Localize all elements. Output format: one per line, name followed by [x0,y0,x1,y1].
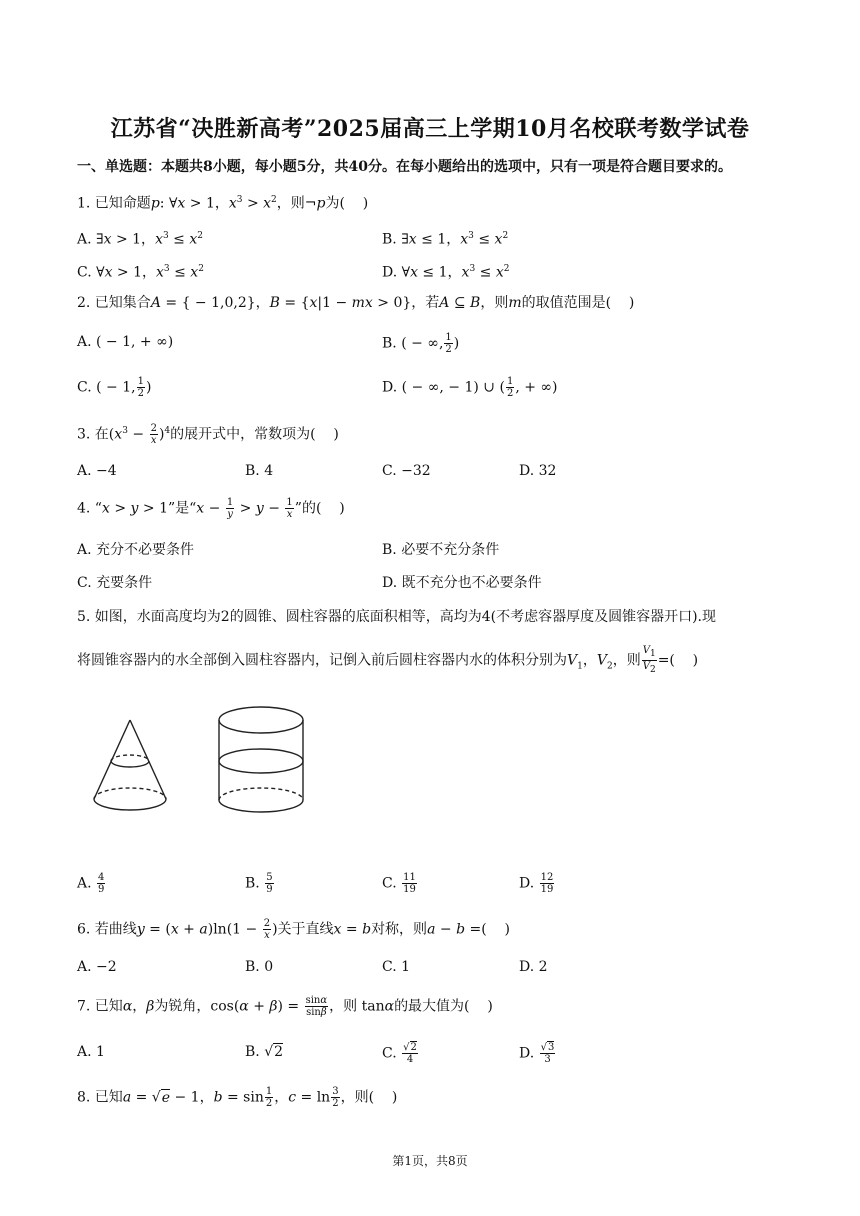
question-6-option-c: C. 1 [382,959,411,975]
question-5-option-c: C. $\frac{11}{19}$ [382,872,416,895]
question-4-option-b: B. 必要不充分条件 [382,542,500,558]
question-4-stem: 4. “x > y > 1”是“x − $\frac{1}{y}$ > y − $\frac{1}{x}$ ”的( ) [77,497,345,520]
question-4-option-c: C. 充要条件 [77,575,153,591]
cylinder-water-front [219,761,303,773]
question-3-option-a: A. −4 [77,463,117,479]
question-5-option-a: A. $\frac{4}{9}$ [77,872,105,895]
question-5-stem-line1: 5. 如图，水面高度均为2的圆锥、圆柱容器的底面积相等，高均为4(不考虑容器厚度及圆锥容器开口).现 [77,609,716,625]
cylinder-base-back [219,788,303,800]
question-1-option-b: B. ∃x ≤ 1，$x^3 \le x^2$ [382,231,509,248]
cone-water-front [111,761,149,767]
question-2-option-d: D. ( − ∞, − 1) ∪ ( $\frac{1}{2}$ , + ∞) [382,376,558,399]
cone-water-back [111,755,149,761]
question-7-stem: 7. 已知α，β为锐角，cos(α + β) = $\frac{\sin\alpha}{\sin\beta}$ ，则 tanα的最大值为( ) [77,995,493,1018]
question-7-option-c: C. $\frac{√2}{4}$ [382,1042,417,1065]
cone-cylinder-figure [88,700,328,850]
question-2-stem: 2. 已知集合A = { − 1,0,2}，B = {x|1 − mx > 0}，若A ⊆ B，则m的取值范围是( ) [77,295,635,311]
cone-right-edge [130,720,166,799]
exam-title: 江苏省“决胜新高考”2025届高三上学期10月名校联考数学试卷 [110,116,750,142]
section-heading: 一、单选题：本题共8小题，每小题5分，共40分。在每小题给出的选项中，只有一项是符合题目要求的。 [77,159,732,175]
question-2-option-c: C. ( − 1, $\frac{1}{2}$ ) [77,376,152,399]
question-6-option-b: B. 0 [245,959,274,975]
question-5-option-b: B. $\frac{5}{9}$ [245,872,273,895]
question-2-option-b: B. ( − ∞, $\frac{1}{2}$ ) [382,332,460,355]
question-4-option-d: D. 既不充分也不必要条件 [382,575,542,591]
cylinder-top [219,707,303,733]
question-1-stem: 1. 已知命题p: ∀x > 1，$x^3 > x^2$，则¬p为( ) [77,195,369,212]
question-1-option-a: A. ∃x > 1，$x^3 \le x^2$ [77,231,203,248]
question-6-option-d: D. 2 [519,959,548,975]
cylinder-water-back [219,749,303,761]
question-7-option-d: D. $\frac{√3}{3}$ [519,1042,555,1065]
cone-base-front [94,799,166,810]
question-5-stem-line2: 将圆锥容器内的水全部倒入圆柱容器内，记倒入前后圆柱容器内水的体积分别为$V_1$，$V_2$，则 $\frac{V_1}{V_2}$ =( ) [77,645,699,675]
question-6-stem: 6. 若曲线y = (x + a)ln(1 − $\frac{2}{x}$ )关于直线x = b对称，则a − b =( ) [77,918,510,941]
question-3-option-b: B. 4 [245,463,274,479]
question-1-option-c: C. ∀x > 1，$x^3 \le x^2$ [77,264,204,281]
question-8-stem: 8. 已知a = √e − 1，b = sin $\frac{1}{2}$ ，c = ln $\frac{3}{2}$ ，则( ) [77,1086,398,1109]
question-7-option-a: A. 1 [77,1044,105,1060]
cylinder-base-front [219,800,303,812]
question-4-option-a: A. 充分不必要条件 [77,542,195,558]
question-2-option-a: A. ( − 1, + ∞) [77,334,174,350]
page-footer: 第1页，共8页 [392,1154,468,1168]
question-3-stem: 3. 在($x^3$ − $\frac{2}{x}$ )$^4$的展开式中，常数项为( ) [77,423,339,447]
cone-base-back [94,788,166,799]
question-7-option-b: B. √2 [245,1044,284,1060]
question-3-option-c: C. −32 [382,463,431,479]
question-5-option-d: D. $\frac{12}{19}$ [519,872,554,895]
question-6-option-a: A. −2 [77,959,117,975]
question-1-option-d: D. ∀x ≤ 1，$x^3 \le x^2$ [382,264,510,281]
question-3-option-d: D. 32 [519,463,557,479]
